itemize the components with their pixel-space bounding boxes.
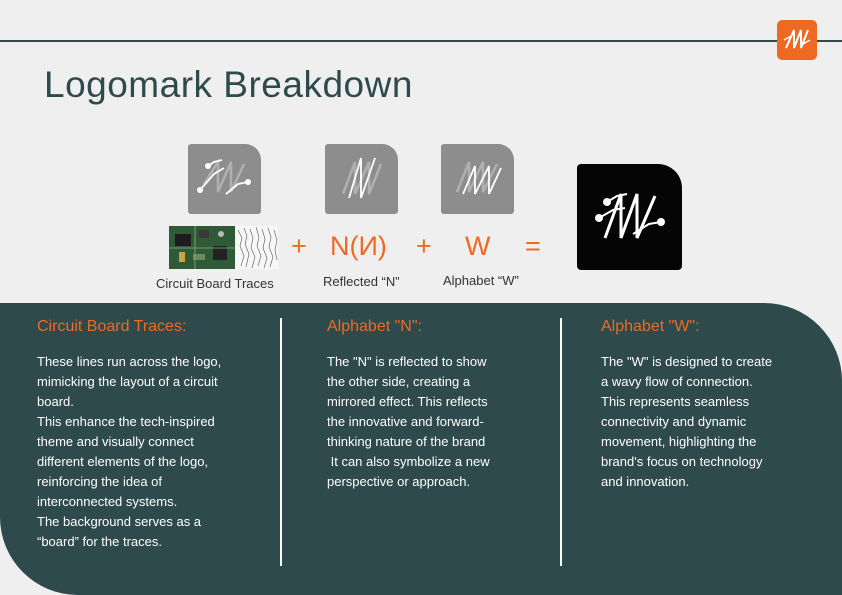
column-heading: Circuit Board Traces: xyxy=(37,318,187,335)
plus-sign: + xyxy=(291,231,307,261)
body-line: This enhance the tech-inspired xyxy=(37,414,215,429)
brand-logo-icon xyxy=(777,20,817,60)
body-line: and innovation. xyxy=(601,474,690,489)
body-line: mirrored effect. This reflects xyxy=(327,394,488,409)
alphabet-w-tile-icon xyxy=(441,144,514,214)
top-divider xyxy=(0,40,842,42)
body-line: connectivity and dynamic xyxy=(601,414,747,429)
body-line: the innovative and forward- xyxy=(327,414,484,429)
body-line: It can also symbolize a new xyxy=(327,454,490,469)
column-divider xyxy=(560,318,562,566)
page-title: Logomark Breakdown xyxy=(44,64,413,105)
column-alphabet-n xyxy=(327,318,490,492)
body-line: interconnected systems. xyxy=(37,494,178,509)
body-line: “board” for the traces. xyxy=(37,534,162,549)
body-line: The background serves as a xyxy=(37,514,202,529)
body-line: These lines run across the logo, xyxy=(37,354,222,369)
body-line: thinking nature of the brand xyxy=(327,434,486,449)
column-heading: Alphabet "W": xyxy=(601,318,700,335)
body-line: reinforcing the idea of xyxy=(37,474,163,489)
column-heading: Alphabet "N": xyxy=(327,318,422,335)
column-body xyxy=(601,352,772,492)
body-line: brand's focus on technology xyxy=(601,454,763,469)
column-divider xyxy=(280,318,282,566)
final-logomark-icon xyxy=(577,164,682,270)
body-line: The "W" is designed to create xyxy=(601,354,773,369)
body-line: This represents seamless xyxy=(601,394,750,409)
plus-sign: + xyxy=(416,231,432,261)
trace-lines-photo xyxy=(236,226,278,269)
body-line: perspective or approach. xyxy=(327,474,471,489)
column-body xyxy=(37,352,221,552)
column-alphabet-w xyxy=(601,318,772,492)
traces-tile-icon xyxy=(188,144,261,214)
column-circuit-traces xyxy=(37,318,221,552)
reflected-n-tile-icon xyxy=(325,144,398,214)
body-line: board. xyxy=(37,394,74,409)
body-line: movement, highlighting the xyxy=(601,434,757,449)
body-line: theme and visually connect xyxy=(37,434,194,449)
caption-reflected-n: Reflected “N” xyxy=(323,274,400,289)
body-line: the other side, creating a xyxy=(327,374,471,389)
body-line: The "N" is reflected to show xyxy=(327,354,487,369)
equals-sign: = xyxy=(525,231,541,261)
caption-traces: Circuit Board Traces xyxy=(156,276,274,291)
circuit-board-photo xyxy=(169,226,235,269)
body-line: a wavy flow of connection. xyxy=(601,374,753,389)
body-line: mimicking the layout of a circuit xyxy=(37,374,218,389)
body-line: different elements of the logo, xyxy=(37,454,209,469)
column-body xyxy=(327,352,490,492)
caption-alphabet-w: Alphabet “W” xyxy=(443,273,519,288)
n-letter-label: N(И) xyxy=(330,231,387,261)
w-letter-label: W xyxy=(465,231,491,261)
